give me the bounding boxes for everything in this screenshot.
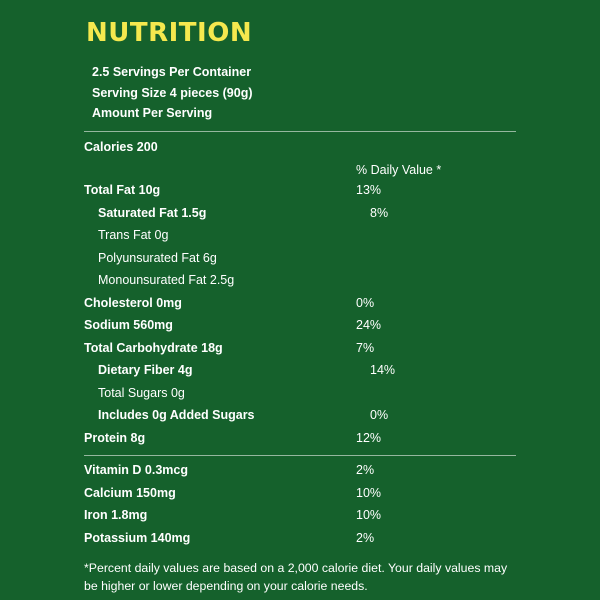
serving-info-line	[92, 62, 516, 83]
nutrient-name: Cholesterol 0mg	[84, 295, 182, 310]
vitamin-dv: 2%	[356, 463, 375, 477]
nutrient-dv: 7%	[356, 340, 375, 355]
table-row	[84, 404, 516, 427]
nutrient-dv: 0%	[356, 295, 375, 310]
vitamin-dv: 10%	[356, 508, 382, 522]
nutrient-dv: 8%	[370, 205, 389, 220]
nutrient-name: Saturated Fat 1.5g	[98, 205, 207, 220]
table-row	[84, 202, 516, 225]
servings-per-container: 2.5 Servings Per Container	[92, 65, 252, 79]
daily-value-footnote: *Percent daily values are based on a 2,000 calorie diet. Your daily values may be higher or lower depending on your calorie needs.	[84, 561, 508, 593]
page-title: NUTRITION	[86, 18, 253, 48]
amount-per-serving: Amount Per Serving	[92, 106, 213, 120]
daily-value-header: % Daily Value *	[356, 163, 442, 177]
calories-label: Calories 200	[84, 139, 158, 154]
vitamins-table	[84, 459, 516, 549]
table-row	[84, 382, 516, 405]
dv-spacer	[84, 163, 356, 177]
nutrient-dv: 12%	[356, 430, 382, 445]
nutrient-name: Sodium 560mg	[84, 318, 173, 332]
serving-info-line	[92, 83, 516, 104]
nutrients-table	[84, 179, 516, 449]
vitamin-dv: 10%	[356, 485, 382, 500]
table-row	[84, 337, 516, 360]
nutrient-dv: 24%	[356, 318, 382, 332]
nutrient-dv: 13%	[356, 183, 382, 197]
table-row	[84, 179, 516, 202]
table-row	[84, 269, 516, 292]
calories-group	[84, 136, 516, 180]
table-row	[84, 459, 516, 482]
table-row	[84, 504, 516, 527]
table-row	[84, 292, 516, 315]
divider-top	[84, 131, 516, 132]
vitamin-name: Calcium 150mg	[84, 485, 176, 500]
daily-value-header-row	[84, 158, 516, 179]
calories-row	[84, 136, 516, 159]
vitamin-name: Vitamin D 0.3mcg	[84, 463, 188, 477]
table-row	[84, 314, 516, 337]
nutrient-name: Polyunsurated Fat 6g	[98, 250, 217, 265]
serving-size: Serving Size 4 pieces (90g)	[92, 85, 253, 100]
table-row	[84, 427, 516, 450]
serving-info-group	[84, 62, 516, 124]
table-row	[84, 527, 516, 550]
nutrient-name: Monounsurated Fat 2.5g	[98, 273, 235, 287]
nutrient-name: Protein 8g	[84, 430, 146, 445]
nutrient-name: Total Fat 10g	[84, 183, 161, 197]
nutrient-name: Total Carbohydrate 18g	[84, 340, 223, 355]
nutrient-dv: 14%	[370, 363, 396, 377]
vitamin-dv: 2%	[356, 530, 375, 545]
nutrient-name: Includes 0g Added Sugars	[98, 408, 255, 422]
table-row	[84, 247, 516, 270]
serving-info-line	[92, 103, 516, 124]
nutrient-name: Total Sugars 0g	[98, 385, 185, 400]
table-row	[84, 224, 516, 247]
nutrient-name: Dietary Fiber 4g	[98, 363, 193, 377]
nutrient-name: Trans Fat 0g	[98, 228, 169, 242]
divider-vitamins	[84, 455, 516, 456]
vitamin-name: Iron 1.8mg	[84, 508, 148, 522]
table-row	[84, 359, 516, 382]
vitamin-name: Potassium 140mg	[84, 530, 191, 545]
nutrient-dv: 0%	[370, 408, 389, 422]
table-row	[84, 482, 516, 505]
